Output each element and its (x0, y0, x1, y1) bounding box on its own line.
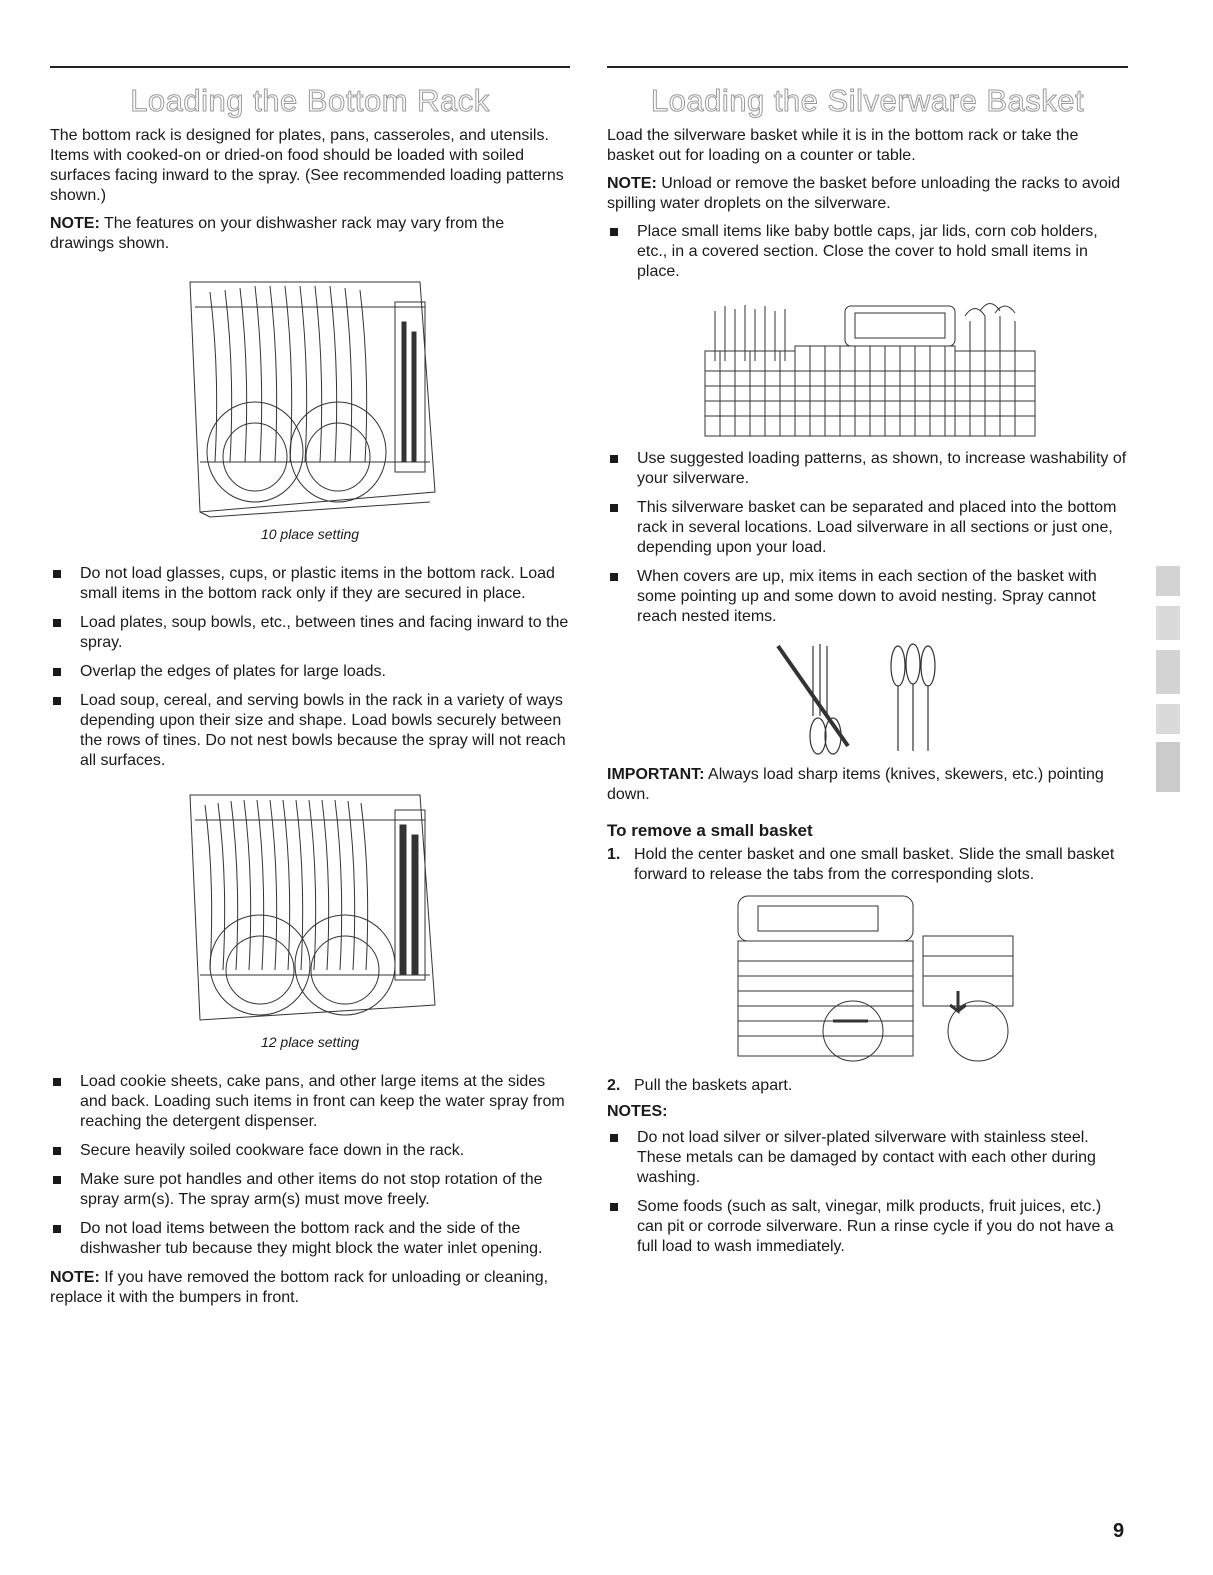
notes-label (607, 1102, 1128, 1122)
important-note (607, 765, 1128, 805)
bottom-rack-bullets-1 (50, 564, 570, 771)
bottom-rack-bullets-2 (50, 1072, 570, 1259)
list-item: Secure heavily soiled cookware face down in the rack. (50, 1141, 570, 1161)
silverware-note (607, 174, 1128, 214)
section-rule (50, 66, 570, 68)
utensil-handles (715, 304, 1015, 362)
silverware-intro: Load the silverware basket while it is in the bottom rack or take the basket out for loading on a counter or table. (607, 127, 1079, 164)
note-text: Unload or remove the basket before unloading the racks to avoid spilling water droplets on the silverware. (607, 175, 1121, 212)
note-text: The features on your dishwasher rack may vary from the drawings shown. (50, 215, 505, 252)
section-rule (607, 66, 1128, 68)
list-item: This silverware basket can be separated and placed into the bottom rack in several locations. Load silverware in all sections or just one, depending upon your load. (607, 498, 1128, 558)
important-text: Always load sharp items (knives, skewers, etc.) pointing down. (607, 766, 1104, 803)
ten-place-setting-illustration (170, 262, 450, 522)
list-item: Make sure pot handles and other items do not stop rotation of the spray arm(s). The spray arm(s) must move freely. (50, 1170, 570, 1210)
important-label: IMPORTANT: (607, 766, 705, 783)
step-number: 1. (607, 846, 621, 863)
step-item (607, 845, 1128, 885)
plates-row (205, 800, 368, 970)
step-text: Pull the baskets apart. (634, 1077, 793, 1094)
page-number: 9 (1113, 1520, 1125, 1542)
silverware-bullets (607, 449, 1128, 627)
twelve-place-setting-illustration (170, 780, 450, 1030)
silverware-bullets-top (607, 222, 1128, 282)
right-column (607, 66, 1128, 1266)
list-item: Do not load items between the bottom rack and the side of the dishwasher tub because they might block the water inlet opening. (50, 1219, 570, 1259)
silverware-basket-heading: Loading the Silverware Basket (650, 83, 1085, 118)
remove-basket-illustration (718, 891, 1018, 1066)
note-text: If you have removed the bottom rack for unloading or cleaning, replace it with the bumpers in front. (50, 1269, 549, 1306)
list-item: Some foods (such as salt, vinegar, milk products, fruit juices, etc.) can pit or corrode silverware. Run a rinse cycle if you do not have a full load to wash immediately. (607, 1197, 1128, 1257)
list-item: Load plates, soup bowls, etc., between tines and facing inward to the spray. (50, 613, 570, 653)
bottom-rack-note-2 (50, 1268, 570, 1308)
remove-basket-subhead: To remove a small basket (607, 821, 813, 840)
list-item: Place small items like baby bottle caps, jar lids, corn cob holders, etc., in a covered section. Close the cover to hold small items in place. (607, 222, 1128, 282)
plates-row (210, 286, 367, 462)
step-item (607, 1076, 1128, 1096)
figure-caption-12: 12 place setting (260, 1034, 360, 1050)
notes-list (607, 1128, 1128, 1257)
bottom-rack-heading: Loading the Bottom Rack (130, 83, 490, 118)
list-item: Do not load glasses, cups, or plastic items in the bottom rack. Load small items in the bottom rack only if they are secured in place. (50, 564, 570, 604)
note-label: NOTE: (607, 175, 657, 192)
list-item: Do not load silver or silver-plated silverware with stainless steel. These metals can be damaged by contact with each other during washing. (607, 1128, 1128, 1188)
step-text: Hold the center basket and one small basket. Slide the small basket forward to release the tabs from the corresponding slots. (634, 846, 1115, 883)
note-label: NOTE: (50, 1269, 100, 1286)
list-item: When covers are up, mix items in each section of the basket with some pointing up and some down to avoid nesting. Spray cannot reach nested items. (607, 567, 1128, 627)
utensils-up-down-illustration (768, 636, 968, 761)
list-item: Load soup, cereal, and serving bowls in the rack in a variety of ways depending upon their size and shape. Load bowls securely between the rows of tines. Do not nest bowls because the spray will not reach all surfaces. (50, 691, 570, 771)
notes-label-text: NOTES: (607, 1103, 668, 1120)
list-item: Load cookie sheets, cake pans, and other large items at the sides and back. Loading such items in front can keep the water spray from reaching the detergent dispenser. (50, 1072, 570, 1132)
note-label: NOTE: (50, 215, 100, 232)
bottom-rack-intro: The bottom rack is designed for plates, pans, casseroles, and utensils. Items with cooked-on or dried-on food should be loaded with soiled surfaces facing inward to the spray. (See recommended loading patterns shown.) (50, 127, 564, 204)
silverware-basket-illustration (695, 291, 1040, 441)
figure-caption-10: 10 place setting (260, 526, 360, 542)
left-column (50, 66, 570, 1316)
bottom-rack-note (50, 214, 570, 254)
step-number: 2. (607, 1077, 621, 1094)
side-language-tab-graphic (1152, 566, 1184, 798)
list-item: Use suggested loading patterns, as shown, to increase washability of your silverware. (607, 449, 1128, 489)
list-item: Overlap the edges of plates for large loads. (50, 662, 570, 682)
